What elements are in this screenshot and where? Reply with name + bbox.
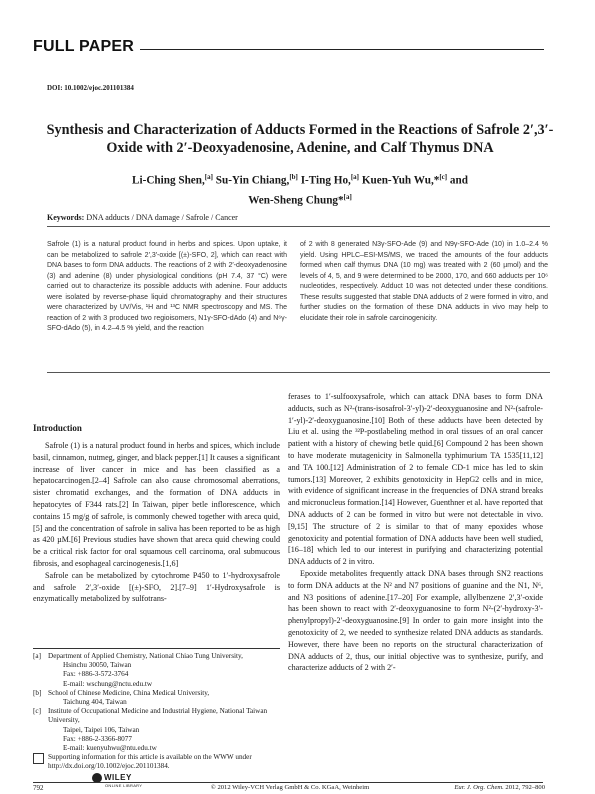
affiliation-line: School of Chinese Medicine, China Medical University,	[48, 688, 210, 697]
abstract-rule	[47, 372, 550, 373]
affiliation-line: E-mail: wschung@nctu.edu.tw	[63, 679, 153, 688]
affiliation-line: Taichung 404, Taiwan	[63, 698, 127, 707]
affiliation-mark: [a]	[343, 192, 352, 201]
author-name: Wen-Sheng Chung*	[248, 194, 344, 207]
keywords-label: Keywords:	[47, 213, 85, 222]
affiliation-tag: [a]	[33, 652, 41, 660]
body-column-2	[288, 391, 543, 674]
author-list	[60, 169, 540, 208]
supporting-info	[33, 753, 280, 771]
author-name: Kuen-Yuh Wu,*	[359, 174, 440, 187]
keywords-rule	[47, 226, 550, 227]
affiliation-line: E-mail: kuenyuhwu@ntu.edu.tw	[63, 744, 157, 753]
doi: DOI: 10.1002/ejoc.201101384	[47, 84, 134, 92]
affiliation-mark: [a]	[350, 173, 360, 181]
author-name: Su-Yin Chiang,	[212, 174, 290, 187]
keywords	[47, 213, 238, 222]
footer-rule	[33, 782, 543, 783]
affiliation-line: Department of Applied Chemistry, National Chiao Tung University,	[48, 652, 243, 660]
affiliation-mark: [c]	[439, 173, 448, 181]
affiliation-mark: [a]	[204, 173, 213, 181]
copyright: © 2012 Wiley-VCH Verlag GmbH & Co. KGaA, Weinheim	[210, 784, 370, 791]
affiliation-tag: [b]	[33, 688, 42, 697]
page-number: 792	[33, 784, 44, 792]
affiliation-line: Fax: +886-2-3366-8077	[63, 734, 132, 743]
abstract-column-1: Safrole (1) is a natural product found in herbs and spices. Upon uptake, it can be metabolized to safrole 2′,3′-oxide [(±)-SFO, 2], which can react with DNA bases to form DNA adducts. The reactions of 2 with 2′-deoxyadenosine (3) and adenine (8) under physiological conditions (pH 7.4, 37 °C) were carried out to characterize its possible adducts with adenine. Four adducts were isolated by reverse-phase liquid chromatography and their structures were characterized by UV/Vis, ¹H and ¹³C NMR spectroscopy and MS. The reaction of 2 with 3 produced two regioisomers, N1γ-SFO-dAdo (4) and N⁶γ-SFO-dAdo (5), in 4.2–4.5 % yield, and the reaction	[47, 241, 287, 332]
affiliation-tag: [c]	[33, 707, 41, 716]
affiliation	[33, 652, 280, 689]
paragraph: Epoxide metabolites frequently attack DNA bases through SN2 reactions to form DNA adducts at the N² and N7 positions of guanine and the N1, N⁶, and N3 positions of adenine.[17–20] For example, allylbenzene 2′,3′-oxide has been shown to react with 2′-deoxyguanosine to form N²-(2′-hydroxy-3′-phenylpropyl)-2′-deoxyguanosine.[9] In order to gain more insight into the genotoxicity of 2, we needed to synthesize related DNA adducts as standards. However, there have been no reports on the structural characterization of DNA adducts of 2, thus, our initial objective was to synthesize, purify, and characterize adducts of 2 with 2′-	[288, 568, 543, 673]
section-label: FULL PAPER	[33, 38, 134, 55]
affiliation	[33, 707, 280, 753]
publisher-logo-sub: ONLINE LIBRARY	[105, 783, 143, 788]
keywords-text: DNA adducts / DNA damage / Safrole / Cancer	[84, 213, 238, 222]
affiliations	[33, 652, 280, 772]
publisher-logo: WILEY	[104, 773, 132, 782]
paragraph: Safrole can be metabolized by cytochrome P450 to 1′-hydroxysafrole and safrole 2′,3′-oxide [(±)-SFO, 2].[7–9] 1′-Hydroxysafrole is enzymatically metabolized by sulfotrans-	[33, 570, 280, 604]
supporting-info-text: Supporting information for this article is available on the WWW under http://dx.doi.org/10.1002/ejoc.201101384.	[48, 753, 252, 771]
paragraph: ferases to 1′-sulfooxysafrole, which can attack DNA bases to form DNA adducts, such as N²-(trans-isosafrol-3′-yl)-2′-deoxyguanosine and N²-(safrole-1′-yl)-2′-deoxyguanosine.[10] Both of these adducts have been detected by Liu et al. using the ³²P-postlabeling method in oral tissues of an oral cancer patient with a history of chewing betle quid.[6] Compound 2 has been shown to have moderate mutagenicity in Salmonella typhimurium TA 1535[11,12] and TA 100.[12] Administration of 2 to female CD-1 mice has led to skin tumors.[13] Moreover, 2 exhibits genotoxicity in HepG2 cells and in mice, with evidence of significant increase in the frequencies of DNA strand breaks and micronucleus formation.[14] However, Guenthner et al. have reported that DNA adducts of 2 can be formed in vitro but were not detectable in vivo.[9,15] The structure of 2 is similar to that of many epoxides whose genotoxicity and potential formation of DNA adducts have been well studied,[16–18] which led to our interest in purifying and characterizing potential DNA adducts of 2 in vitro.	[288, 392, 543, 567]
affiliation-mark: [b]	[289, 173, 298, 181]
affiliation-line: Taipei, Taipei 106, Taiwan	[63, 725, 140, 734]
journal-citation	[410, 784, 545, 791]
body-column-1	[33, 440, 280, 605]
section-heading: Introduction	[33, 423, 82, 433]
header-rule	[140, 49, 544, 50]
author-join: and	[447, 174, 468, 187]
author-name: Li-Ching Shen,	[132, 174, 205, 187]
affiliation-rule	[33, 648, 280, 649]
journal-name: Eur. J. Org. Chem.	[454, 784, 504, 791]
citation: 2012, 792–800	[503, 784, 545, 791]
affiliation	[33, 689, 280, 707]
document-icon	[33, 753, 44, 764]
author-name: I-Ting Ho,	[297, 174, 351, 187]
paper-title: Synthesis and Characterization of Adducts Formed in the Reactions of Safrole 2′,3′-Oxide with 2′-Deoxyadenosine, Adenine, and Calf Thymus DNA	[46, 122, 554, 156]
paragraph: Safrole (1) is a natural product found in herbs and spices, which include basil, cinnamon, nutmeg, ginger, and black pepper.[1] It causes a significant increase of liver cancer in mice and has been classified as a hepatocarcinogen.[2–4] Safrole can also cause chromosomal aberrations, sister chromatid exchanges, and the formation of DNA adducts in hepatocytes of F344 rats.[2] In Taiwan, piper betle inflorescence, which contains 15 mg/g of safrole, is commonly chewed together with areca quid,[5] and the concentration of safrole in saliva has been reported to be as high as 420 µM.[6] Previous studies have shown that areca quid chewing could be a critical risk factor for oral squamous cell carcinoma, oral submucous fibrosis, and esophageal carcinogenesis.[1,6]	[33, 441, 280, 568]
affiliation-line: Fax: +886-3-572-3764	[63, 670, 129, 679]
affiliation-line: Hsinchu 30050, Taiwan	[63, 661, 132, 670]
abstract-column-2: of 2 with 8 generated N3γ-SFO-Ade (9) and N9γ-SFO-Ade (10) in 1.0–2.4 % yield. Using HPLC–ESI-MS/MS, we traced the amounts of the four adducts formed when calf thymus DNA (10 mg) was treated with 2 (60 µmol) and the levels of 4, 5, and 9 were determined to be 2000, 170, and 660 adducts per 10⁶ nucleotides, respectively. Adduct 10 was not detected under these conditions. These results suggested that stable DNA adducts of 2 were formed in vitro, and further studies on the formation of these DNA adducts in vivo may help to elucidate their role in safrole carcinogenicity.	[300, 241, 548, 322]
affiliation-line: Institute of Occupational Medicine and Industrial Hygiene, National Taiwan University,	[48, 707, 268, 725]
